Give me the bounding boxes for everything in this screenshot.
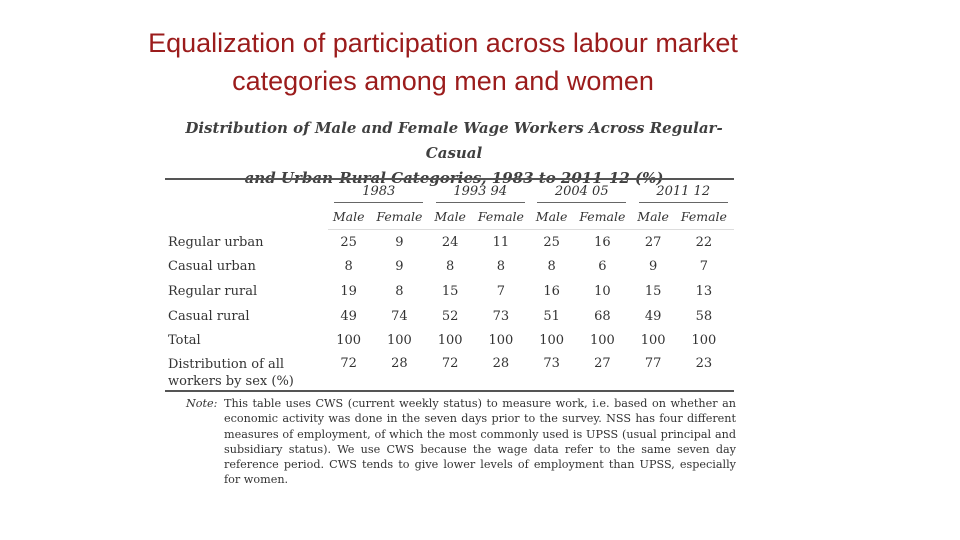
table-cell: 9 (395, 234, 404, 250)
table-cell: 68 (594, 308, 611, 324)
table-cell: 28 (369, 353, 429, 391)
data-table (165, 178, 734, 392)
table-cell: 16 (594, 234, 611, 250)
table-cell: 100 (386, 333, 412, 349)
sex-header: Male (328, 204, 369, 230)
table-cell: 8 (395, 283, 404, 299)
sex-header: Male (632, 204, 673, 230)
table-cell: 100 (691, 333, 717, 349)
table-cell: 27 (644, 234, 662, 250)
table-cell: 58 (695, 308, 713, 324)
table-cell: 9 (395, 259, 404, 275)
table-cell: 72 (328, 353, 369, 391)
year-header: 2011 12 (632, 179, 734, 204)
caption-line-1: Distribution of Male and Female Wage Workers Across Regular-Casual (185, 119, 723, 162)
table-cell: 52 (441, 308, 459, 324)
sex-header: Female (572, 204, 632, 230)
table-cell: 100 (488, 333, 514, 349)
year-header-row (165, 179, 734, 204)
table-cell: 73 (492, 308, 510, 324)
table-cell: 8 (496, 259, 506, 275)
sex-header-row (165, 204, 734, 230)
table-row (165, 353, 734, 391)
table-cell: 74 (391, 308, 408, 324)
year-header: 1983 (328, 179, 429, 204)
table-cell: 7 (496, 283, 506, 299)
table-row (165, 255, 734, 280)
table-cell: 49 (340, 308, 357, 324)
table-cell: 100 (437, 333, 463, 349)
table-cell: 10 (594, 283, 611, 299)
table-cell: 7 (699, 259, 709, 275)
table-cell: 49 (644, 308, 662, 324)
table-cell: 100 (589, 333, 615, 349)
table-row (165, 328, 734, 353)
table-cell: 16 (543, 283, 560, 299)
row-label: Total (168, 333, 201, 349)
table-cell: 25 (340, 234, 357, 250)
sex-header: Male (429, 204, 470, 230)
table-row (165, 279, 734, 304)
table-cell: 15 (644, 283, 662, 299)
table-cell: 11 (492, 234, 510, 250)
table-cell: 77 (632, 353, 673, 391)
note-text: This table uses CWS (current weekly status) to measure work, i.e. based on whether an economic activity was done in the seven days prior to the survey. NSS has four different measures of employment, of which the most commonly used is UPSS (usual principal and subsidiary status). We use CWS because the wage data refer to the same seven day reference period. CWS tends to give lower levels of employment than UPSS, especially for women. (224, 397, 736, 487)
row-label: Casual rural (168, 308, 250, 324)
corner-cell (165, 179, 328, 204)
table-cell: 8 (446, 259, 455, 275)
table-cell: 8 (344, 259, 353, 275)
slide-title-line-1: Equalization of participation across labour market (148, 28, 738, 58)
caption-line-2: and Urban-Rural Categories, 1983 to 2011-12 (%) (244, 169, 664, 187)
row-label-line-2: workers by sex (%) (168, 373, 294, 389)
sex-header: Male (531, 204, 572, 230)
sex-header: Female (471, 204, 531, 230)
table-cell: 22 (695, 234, 713, 250)
row-label: Regular rural (168, 283, 258, 299)
table-cell: 51 (543, 308, 560, 324)
table-figure (160, 116, 740, 487)
year-header: 1993 94 (429, 179, 530, 204)
table-cell: 27 (572, 353, 632, 391)
table-row (165, 304, 734, 329)
table-cell: 100 (640, 333, 666, 349)
row-label: Casual urban (168, 259, 256, 275)
note-label: Note: (186, 397, 218, 410)
table-cell: 72 (429, 353, 470, 391)
table-cell: 8 (547, 259, 556, 275)
table-note (186, 396, 736, 488)
table-cell: 23 (674, 353, 734, 391)
table-row (165, 230, 734, 255)
sex-header: Female (369, 204, 429, 230)
corner-cell (165, 204, 328, 230)
table-cell: 25 (543, 234, 560, 250)
table-cell: 13 (695, 283, 713, 299)
sex-header: Female (674, 204, 734, 230)
table-cell: 19 (340, 283, 357, 299)
table-cell: 15 (441, 283, 459, 299)
table-cell: 6 (598, 259, 607, 275)
table-cell: 73 (531, 353, 572, 391)
table-cell: 100 (539, 333, 565, 349)
row-label (165, 353, 328, 391)
row-label-line-1: Distribution of all (168, 356, 285, 372)
row-label: Regular urban (168, 234, 264, 250)
slide-title-line-2: categories among men and women (232, 66, 654, 96)
table-cell: 9 (648, 259, 658, 275)
table-cell: 28 (471, 353, 531, 391)
table-cell: 100 (336, 333, 362, 349)
table-cell: 24 (441, 234, 459, 250)
year-header: 2004 05 (531, 179, 632, 204)
slide-title (0, 24, 886, 100)
